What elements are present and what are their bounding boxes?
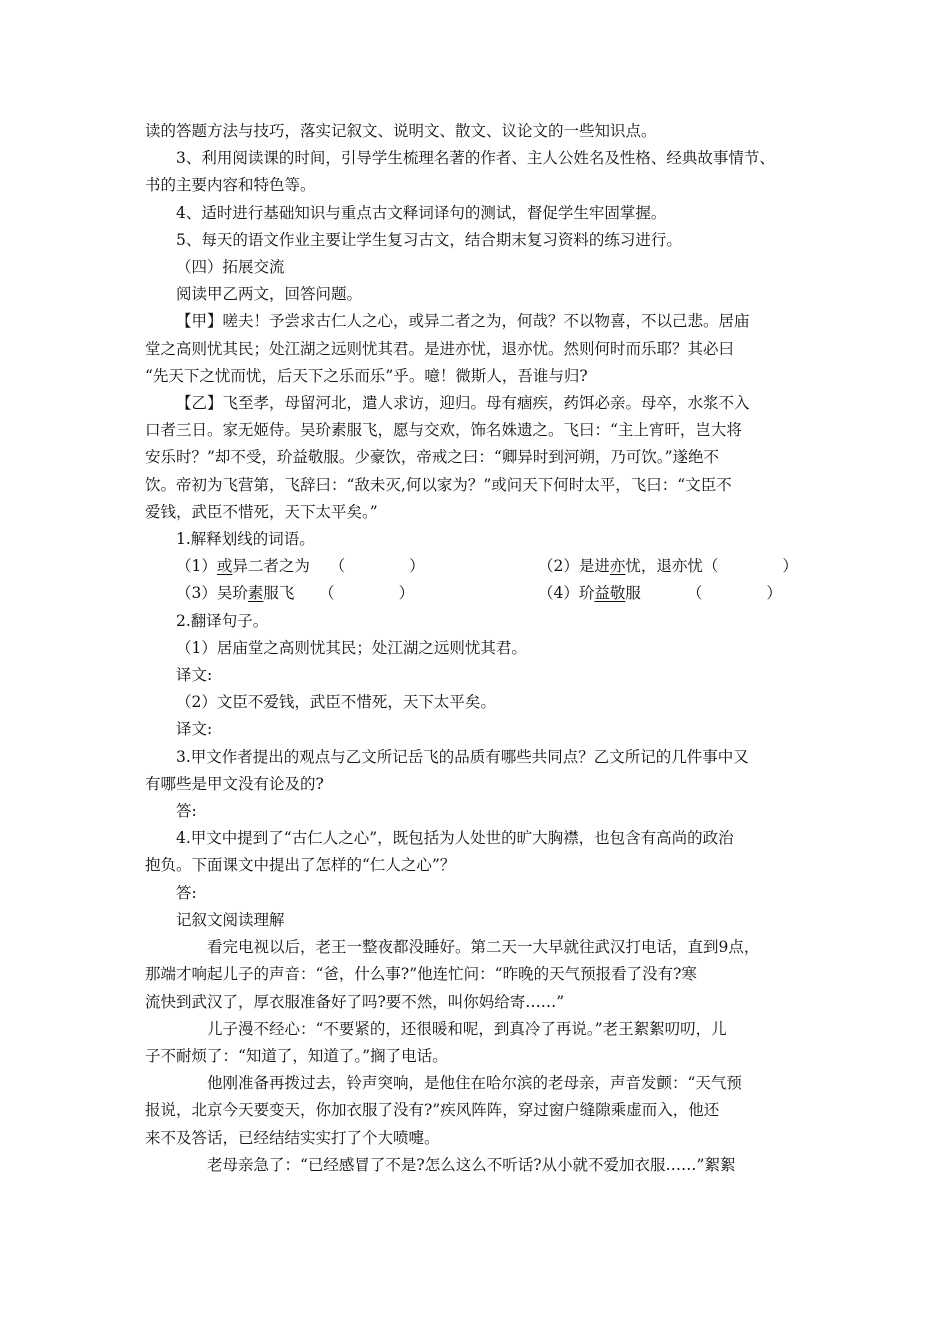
vocab-row-2 xyxy=(145,580,805,607)
passage-yi-line: 口者三日。家无姬侍。吴玠素服飞，愿与交欢，饰名姝遗之。飞曰：“主上宵旰，岂大将 xyxy=(145,421,742,440)
underlined-word: 素 xyxy=(247,584,264,603)
narrative-line: 报说，北京今天要变天，你加衣服了没有?”疾风阵阵，穿过窗户缝隙乘虚而入，他还 xyxy=(145,1101,720,1120)
question-3: 3.甲文作者提出的观点与乙文所记岳飞的品质有哪些共同点？乙文所记的几件事中又 xyxy=(176,747,749,766)
translation-label: 译文: xyxy=(176,720,213,739)
passage-jia-line: 【甲】嗟夫！予尝求古仁人之心，或异二者之为，何哉？不以物喜，不以己悲。居庙 xyxy=(176,312,750,331)
passage-yi-line: 爱钱，武臣不惜死，天下太平矣。” xyxy=(145,502,378,521)
underlined-word: 益敬 xyxy=(594,584,626,603)
vocab-item-3: （3）吴玠素服飞 （ ） xyxy=(176,584,415,603)
question-3-cont: 有哪些是甲文没有论及的? xyxy=(145,774,324,793)
narrative-line: 子不耐烦了：“知道了，知道了。”搁了电话。 xyxy=(145,1046,448,1065)
section-heading: （四）拓展交流 xyxy=(176,258,285,277)
section-heading: 记叙文阅读理解 xyxy=(176,910,285,929)
text-line: 5、每天的语文作业主要让学生复习古文，结合期末复习资料的练习进行。 xyxy=(176,230,682,249)
question-4: 4.甲文中提到了“古仁人之心”，既包括为人处世的旷大胸襟，也包含有高尚的政治 xyxy=(176,829,734,848)
text-line: 书的主要内容和特色等。 xyxy=(145,176,316,195)
narrative-line: 流快到武汉了，厚衣服准备好了吗?要不然，叫你妈给寄……” xyxy=(145,992,565,1011)
passage-yi-line: 饮。帝初为飞营第，飞辞曰：“敌未灭,何以家为？”或问天下何时太平，飞曰：“文臣不 xyxy=(145,475,732,494)
answer-label: 答: xyxy=(176,883,197,902)
text-line: 3、利用阅读课的时间，引导学生梳理名著的作者、主人公姓名及性格、经典故事情节、 xyxy=(176,149,775,168)
translate-sentence-1: （1）居庙堂之高则忧其民；处江湖之远则忧其君。 xyxy=(176,638,527,657)
text-line: 读的答题方法与技巧，落实记叙文、说明文、散文、议论文的一些知识点。 xyxy=(145,122,657,140)
passage-yi-line: 安乐时？”却不受，玠益敬服。少豪饮，帝戒之曰：“卿异时到河朔，乃可饮。”遂绝不 xyxy=(145,448,720,467)
narrative-line: 那端才响起儿子的声音：“爸，什么事?”他连忙问：“昨晚的天气预报看了没有?寒 xyxy=(145,965,697,984)
text-line: 4、适时进行基础知识与重点古文释词译句的测试，督促学生牢固掌握。 xyxy=(176,203,667,222)
vocab-item-1: （1）或异二者之为 （ ） xyxy=(176,557,425,576)
question-1: 1.解释划线的词语。 xyxy=(176,530,315,549)
page-content xyxy=(145,118,805,1179)
underlined-word: 亦 xyxy=(609,557,626,576)
narrative-line: 看完电视以后，老王一整夜都没睡好。第二天一大早就往武汉打电话，直到9点， xyxy=(207,938,760,957)
instruction-line: 阅读甲乙两文，回答问题。 xyxy=(176,285,363,304)
vocab-item-4: （4）玠益敬服 （ ） xyxy=(538,584,782,603)
answer-label: 答: xyxy=(176,802,197,821)
passage-jia-line: “先天下之忧而忧，后天下之乐而乐”乎。噫！微斯人，吾谁与归? xyxy=(145,366,588,385)
underlined-word: 或 xyxy=(216,557,233,576)
passage-jia-line: 堂之高则忧其民；处江湖之远则忧其君。是进亦忧，退亦忧。然则何时而乐耶？其必曰 xyxy=(145,339,735,358)
translation-label: 译文: xyxy=(176,666,213,685)
passage-yi-line: 【乙】飞至孝，母留河北，遣人求访，迎归。母有痼疾，药饵必亲。母卒，水浆不入 xyxy=(176,394,750,413)
vocab-item-2: （2）是进亦忧，退亦忧（ ） xyxy=(538,557,798,576)
question-4-cont: 抱负。下面课文中提出了怎样的“仁人之心”？ xyxy=(145,856,456,875)
translate-sentence-2: （2）文臣不爱钱，武臣不惜死，天下太平矣。 xyxy=(176,693,496,712)
vocab-row-1 xyxy=(145,553,805,580)
narrative-line: 老母亲急了：“已经感冒了不是?怎么这么不听话?从小就不爱加衣服……”絮絮 xyxy=(207,1155,736,1174)
narrative-line: 他刚准备再拨过去，铃声突响，是他住在哈尔滨的老母亲，声音发颤：“天气预 xyxy=(207,1074,742,1093)
question-2: 2.翻译句子。 xyxy=(176,611,269,630)
narrative-line: 来不及答话，已经结结实实打了个大喷嚏。 xyxy=(145,1128,440,1147)
narrative-line: 儿子漫不经心：“不要紧的，还很暖和呢，到真冷了再说。”老王絮絮叨叨，儿 xyxy=(207,1019,727,1038)
